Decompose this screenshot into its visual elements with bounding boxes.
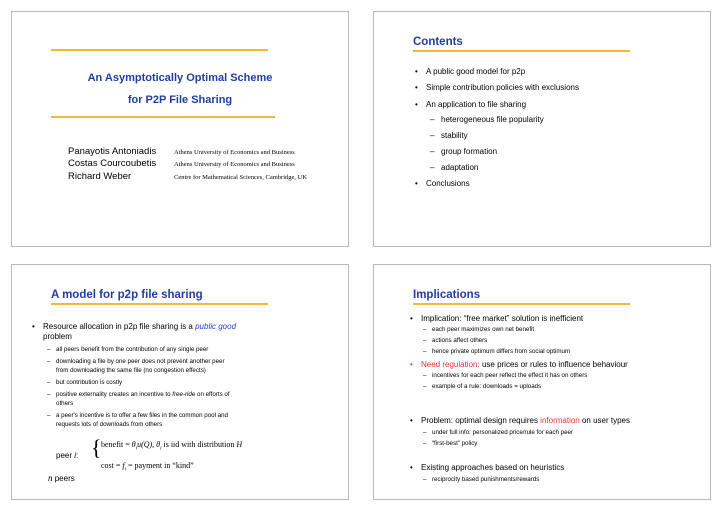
sub-bullet: – downloading a file by one peer does not prevent another peer [47,358,225,365]
sub-bullet: – hence private optimum differs from social optimum [423,348,571,355]
peer-count: n peers [48,473,75,483]
cost-equation: $\cos t = f_i$ = payment in “kind” [101,461,194,473]
bullet-item: • Implication: “free market” solution is inefficient [410,314,584,323]
slide-heading: A model for p2p file sharing [51,289,203,301]
author-affiliation: Centre for Mathematical Sciences, Cambridge, UK [174,174,308,181]
top-rule [51,49,268,51]
sub-bullet: – under full info: personalized price/rule for each peer [423,429,574,436]
sub-bullet: – example of a rule: downloads = uploads [423,383,542,390]
sub-bullet: – but contribution is costly [47,379,123,386]
title-line-1: An Asymptotically Optimal Scheme [87,72,273,84]
slide-title [11,11,349,247]
sub-list-item: – heterogeneous file popularity [430,115,544,124]
bottom-rule [51,116,275,118]
sub-bullet: – all peers benefit from the contribution of any single peer [47,346,209,353]
list-item: • A public good model for p2p [415,67,526,76]
author-name: Richard Weber [68,171,132,182]
list-item: • An application to file sharing [415,100,527,109]
slide-implications [373,264,711,500]
slide-heading: Implications [413,289,481,301]
bullet-item: • Problem: optimal design requires information on user types [410,416,630,425]
sub-list-item: – stability [430,131,468,140]
peer-label: peer i: [56,451,79,460]
list-item: • Simple contribution policies with exclusions [415,83,579,92]
sub-list-item: – group formation [430,147,498,156]
author-affiliation: Athens University of Economics and Business [174,149,295,156]
sub-bullet: – incentives for each peer reflect the effect it has on others [423,372,588,379]
heading-rule [413,303,630,305]
sub-bullet: – actions affect others [423,337,488,344]
sub-bullet-continuation: others [56,400,74,407]
slide-heading: Contents [413,36,463,48]
benefit-equation: benefit = $\theta_iu(Q)$, $\theta_i$ is iid with distribution H [101,440,243,452]
author-name: Panayotis Antoniadis [68,146,157,157]
heading-rule [413,50,630,52]
author-name: Costas Courcoubetis [68,158,157,169]
sub-bullet-continuation: requests lots of downloads from others [56,421,163,428]
heading-rule [51,303,268,305]
sub-bullet: – positive externality creates an incentive to free-ride on efforts of [47,391,230,398]
title-line-2: for P2P File Sharing [127,94,233,106]
sub-list-item: – adaptation [430,163,479,172]
list-item: • Conclusions [415,179,470,188]
author-affiliation: Athens University of Economics and Business [174,161,295,168]
brace-symbol: { [91,435,102,460]
sub-bullet: – each peer maximizes own net benefit [423,326,535,333]
bullet-item: • Resource allocation in p2p file sharing is a public good [32,322,237,331]
sub-bullet: – reciprocity based punishments/rewards [423,476,540,483]
slide-contents [373,11,711,247]
slide-model [11,264,349,500]
bullet-item: • Need regulation: use prices or rules to influence behaviour [410,360,628,369]
sub-bullet: – a peer's incentive is to offer a few files in the common pool and [47,412,229,419]
bullet-item: • Existing approaches based on heuristics [410,463,565,472]
bullet-continuation: problem [43,332,72,341]
sub-bullet-continuation: from downloading the same file (no congestion effects) [56,367,206,374]
sub-bullet: – “first-best” policy [423,440,478,447]
